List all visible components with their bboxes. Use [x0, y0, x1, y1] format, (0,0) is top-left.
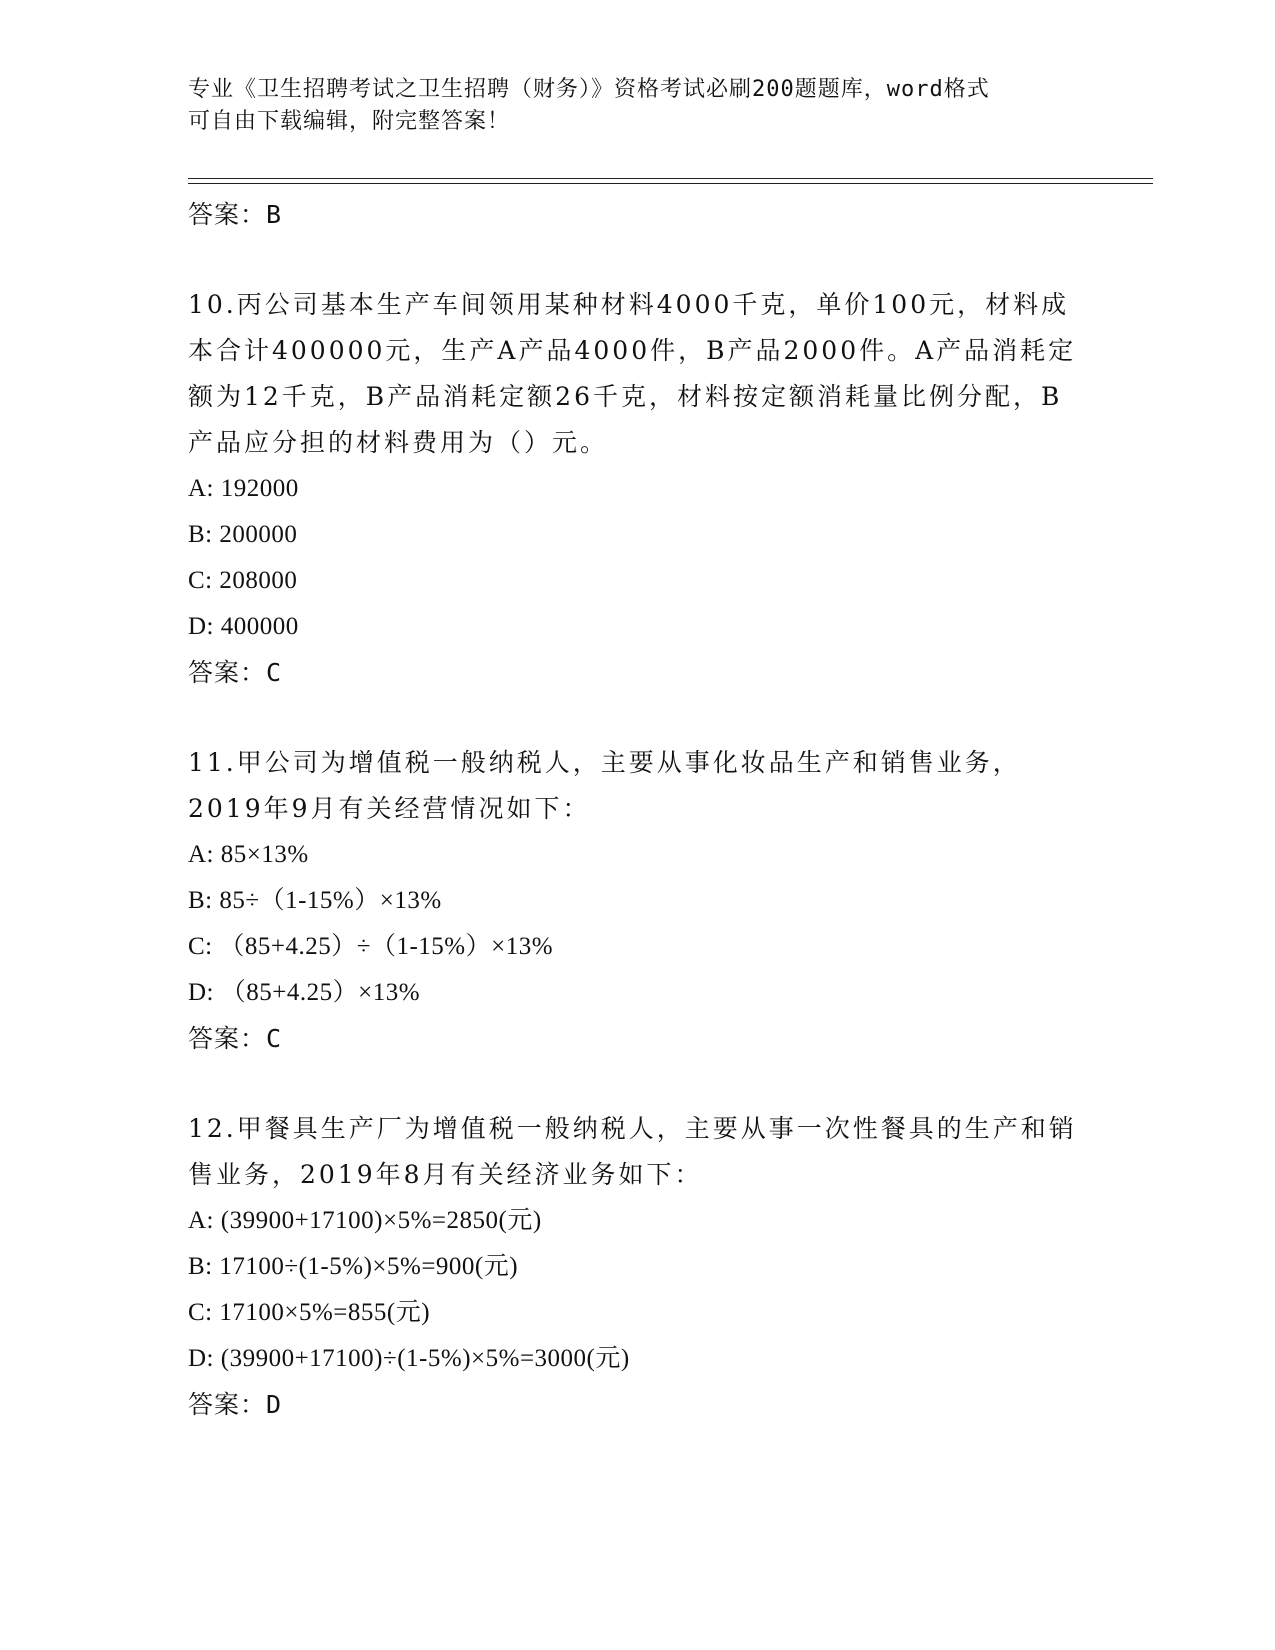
question-10	[188, 282, 1088, 696]
question-stem: 10.丙公司基本生产车间领用某种材料4000千克，单价100元，材料成本合计400000元，生产A产品4000件，B产品2000件。A产品消耗定额为12千克，B产品消耗定额26千克，材料按定额消耗量比例分配，B产品应分担的材料费用为（）元。	[188, 290, 1077, 457]
option-b: B: 200000	[188, 521, 298, 548]
document-header	[188, 74, 1088, 138]
header-divider-top	[188, 178, 1153, 179]
option-a: A: 85×13%	[188, 841, 309, 868]
previous-answer: 答案：B	[188, 200, 283, 229]
option-c: C: 17100×5%=855(元)	[188, 1299, 431, 1326]
option-c: C: 208000	[188, 567, 298, 594]
question-stem: 11.甲公司为增值税一般纳税人，主要从事化妆品生产和销售业务，2019年9月有关经营情况如下：	[188, 748, 1021, 823]
question-12	[188, 1106, 1088, 1428]
option-a: A: (39900+17100)×5%=2850(元)	[188, 1207, 542, 1234]
option-d: D: (39900+17100)÷(1-5%)×5%=3000(元)	[188, 1345, 630, 1372]
option-b: B: 85÷（1-15%）×13%	[188, 887, 442, 914]
header-divider-bottom	[188, 183, 1153, 184]
answer: 答案：D	[188, 1390, 283, 1419]
option-d: D: 400000	[188, 613, 299, 640]
option-b: B: 17100÷(1-5%)×5%=900(元)	[188, 1253, 519, 1280]
question-stem: 12.甲餐具生产厂为增值税一般纳税人，主要从事一次性餐具的生产和销售业务，2019年8月有关经济业务如下：	[188, 1114, 1077, 1189]
question-list	[188, 192, 1088, 1428]
answer: 答案：C	[188, 1024, 283, 1053]
answer: 答案：C	[188, 658, 283, 687]
option-c: C: （85+4.25）÷（1-15%）×13%	[188, 933, 554, 960]
header-line-1: 专业《卫生招聘考试之卫生招聘（财务）》资格考试必刷200题题库，word格式	[188, 77, 990, 102]
question-11	[188, 740, 1088, 1062]
option-a: A: 192000	[188, 475, 299, 502]
option-d: D: （85+4.25）×13%	[188, 979, 421, 1006]
header-line-2: 可自由下载编辑，附完整答案！	[188, 109, 511, 134]
